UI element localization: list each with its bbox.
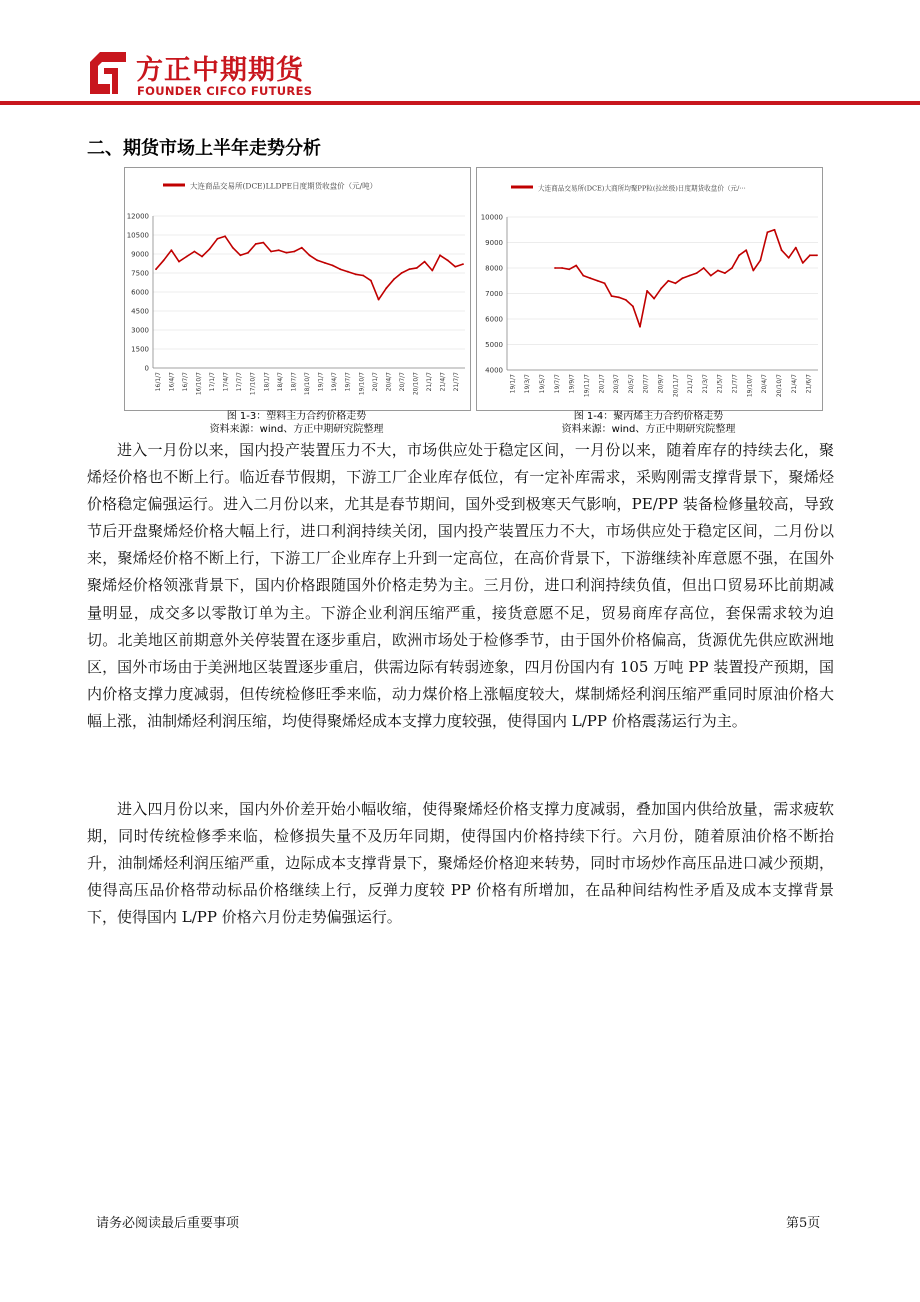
y-tick-label: 7000 bbox=[485, 290, 503, 298]
data-point bbox=[263, 242, 265, 244]
data-point bbox=[217, 238, 219, 240]
legend-label: 大连商品交易所(DCE)LLDPE日度期货收盘价（元/吨） bbox=[190, 181, 378, 191]
x-tick-label: 21/4/7 bbox=[439, 372, 447, 392]
data-point bbox=[347, 271, 349, 273]
data-point bbox=[286, 252, 288, 254]
x-tick-label: 19/10/7 bbox=[746, 374, 754, 398]
data-point bbox=[393, 278, 395, 280]
founder-logo-icon bbox=[88, 52, 128, 94]
x-tick-label: 21/5/7 bbox=[716, 374, 724, 394]
data-point bbox=[646, 290, 648, 292]
y-tick-label: 5000 bbox=[485, 341, 503, 349]
data-point bbox=[745, 249, 747, 251]
x-tick-label: 20/10/7 bbox=[775, 374, 783, 398]
section-title: 二、期货市场上半年走势分析 bbox=[87, 138, 321, 159]
data-point bbox=[416, 267, 418, 269]
x-tick-label: 20/4/7 bbox=[385, 372, 393, 392]
data-point bbox=[582, 275, 584, 277]
data-point bbox=[171, 249, 173, 251]
data-point bbox=[632, 305, 634, 307]
data-point bbox=[454, 266, 456, 268]
x-tick-label: 20/9/7 bbox=[657, 374, 665, 394]
data-point bbox=[401, 272, 403, 274]
data-point bbox=[660, 288, 662, 290]
chart-lldpe-caption bbox=[124, 410, 469, 436]
data-point bbox=[717, 270, 719, 272]
data-point bbox=[316, 259, 318, 261]
data-point bbox=[738, 254, 740, 256]
data-point bbox=[194, 251, 196, 253]
data-point bbox=[370, 280, 372, 282]
data-point bbox=[667, 280, 669, 282]
x-tick-label: 17/10/7 bbox=[249, 372, 257, 396]
data-point bbox=[731, 267, 733, 269]
chart-pp-svg bbox=[477, 168, 822, 410]
data-point bbox=[802, 262, 804, 264]
x-tick-label: 18/7/7 bbox=[290, 372, 298, 392]
data-point bbox=[597, 280, 599, 282]
data-point bbox=[561, 267, 563, 269]
x-tick-label: 20/7/7 bbox=[642, 374, 650, 394]
x-tick-label: 20/11/7 bbox=[672, 374, 680, 398]
data-point bbox=[767, 231, 769, 233]
x-tick-label: 19/3/7 bbox=[524, 374, 532, 394]
chart-lldpe-svg bbox=[125, 168, 470, 410]
data-point bbox=[816, 254, 818, 256]
x-tick-label: 19/4/7 bbox=[331, 372, 339, 392]
x-tick-label: 16/7/7 bbox=[181, 372, 189, 392]
y-tick-label: 3000 bbox=[131, 326, 149, 335]
x-tick-label: 19/9/7 bbox=[568, 374, 576, 394]
data-point bbox=[618, 296, 620, 298]
data-point bbox=[232, 247, 234, 249]
data-point bbox=[682, 277, 684, 279]
data-point bbox=[625, 299, 627, 301]
y-tick-label: 8000 bbox=[485, 264, 503, 273]
x-tick-label: 17/4/7 bbox=[222, 372, 230, 392]
data-point bbox=[209, 248, 211, 250]
data-point bbox=[247, 252, 249, 254]
x-tick-label: 20/4/7 bbox=[761, 374, 769, 394]
x-tick-label: 21/1/7 bbox=[687, 374, 695, 394]
data-point bbox=[703, 267, 705, 269]
data-point bbox=[752, 270, 754, 272]
x-tick-label: 19/1/7 bbox=[509, 374, 517, 394]
y-tick-label: 6000 bbox=[485, 315, 503, 324]
data-point bbox=[760, 259, 762, 261]
body-paragraph: 进入一月份以来，国内投产装置压力不大，市场供应处于稳定区间，一月份以来，随着库存的持续去化，聚烯烃价格也不断上行。临近春节假期，下游工厂企业库存低位，有一定补库需求，采购刚需支撑背景下，聚烯烃价格稳定偏强运行。进入二月份以来，尤其是春节期间，国外受到极寒天气影响，PE/PP 装备检修量较高，导致节后开盘聚烯烃价格大幅上行，进口利润持续关闭，国内投产装置压力不大，市场供应处于稳定区间，二月份以来，聚烯烃价格不断上行，下游工厂企业库存上升到一定高位，在高价背景下，下游继续补库意愿不强，在国外聚烯烃价格领涨背景下，国内价格跟随国外价格走势为主。三月份，进口利润持续负值，但出口贸易环比前期减量明显，成交多以零散订单为主。下游企业利润压缩严重，接货意愿不足，贸易商库存高位，套保需求较为迫切。北美地区前期意外关停装置在逐步重启，欧洲市场处于检修季节，由于国外价格偏高，货源优先供应欧洲地区，国外市场由于美洲地区装置逐步重启，供需边际有转弱迹象，四月份国内有 105 万吨 PP 装置投产预期，国内价格支撑力度减弱，但传统检修旺季来临，动力煤价格上涨幅度较大，煤制烯烃利润压缩严重同时原油价格大幅上涨，油制烯烃利润压缩，均使得聚烯烃成本支撑力度较强，使得国内 L/PP 价格震荡运行为主。 bbox=[87, 441, 834, 730]
data-point bbox=[611, 295, 613, 297]
data-point bbox=[293, 251, 295, 253]
data-point bbox=[774, 229, 776, 231]
data-point bbox=[724, 272, 726, 274]
body-paragraph: 进入四月份以来，国内外价差开始小幅收缩，使得聚烯烃价格支撑力度减弱，叠加国内供给放量，需求疲软期，同时传统检修季来临，检修损失量不及历年同期，使得国内价格持续下行。六月份，随着原油价格不断抬升，油制烯烃利润压缩严重，边际成本支撑背景下，聚烯烃价格迎来转势，同时市场炒作高压品进口减少预期，使得高压品价格带动标品价格继续上行，反弹力度较 PP 价格有所增加，在品种间结构性矛盾及成本支撑背景下，使得国内 L/PP 价格六月份走势偏强运行。 bbox=[87, 800, 834, 927]
x-tick-label: 18/1/7 bbox=[263, 372, 271, 392]
x-tick-label: 17/7/7 bbox=[236, 372, 244, 392]
data-point bbox=[224, 235, 226, 237]
data-point bbox=[809, 254, 811, 256]
x-tick-label: 18/4/7 bbox=[276, 372, 284, 392]
data-point bbox=[653, 298, 655, 300]
legend-label: 大连商品交易所(DCE)大商所均聚PP粒(拉丝级)日度期货收盘价（元/··· bbox=[538, 184, 746, 193]
data-point bbox=[270, 251, 272, 253]
data-point bbox=[178, 261, 180, 263]
x-tick-label: 21/7/7 bbox=[731, 374, 739, 394]
series-line bbox=[555, 230, 817, 327]
data-point bbox=[163, 259, 165, 261]
data-point bbox=[568, 268, 570, 270]
y-tick-label: 1500 bbox=[131, 345, 149, 354]
data-point bbox=[324, 262, 326, 264]
data-point bbox=[278, 249, 280, 251]
y-tick-label: 9000 bbox=[485, 239, 503, 247]
x-tick-label: 20/1/7 bbox=[371, 372, 379, 392]
x-tick-label: 18/10/7 bbox=[304, 372, 311, 396]
x-tick-label: 21/1/7 bbox=[426, 372, 434, 392]
data-point bbox=[255, 243, 257, 245]
data-point bbox=[378, 299, 380, 301]
chart-pp bbox=[476, 167, 823, 411]
y-tick-label: 7500 bbox=[131, 269, 149, 278]
data-point bbox=[447, 259, 449, 261]
y-tick-label: 6000 bbox=[131, 288, 149, 297]
y-tick-label: 0 bbox=[144, 364, 149, 373]
y-tick-label: 10000 bbox=[480, 213, 503, 222]
data-point bbox=[462, 263, 464, 265]
caption-source: 资料来源：wind、方正中期研究院整理 bbox=[561, 424, 736, 435]
data-point bbox=[201, 256, 203, 258]
caption-title: 图 1-4：聚丙烯主力合约价格走势 bbox=[573, 411, 724, 422]
data-point bbox=[408, 268, 410, 270]
data-point bbox=[301, 247, 303, 249]
x-tick-label: 21/4/7 bbox=[790, 374, 798, 394]
page-number: 第5页 bbox=[786, 1216, 821, 1231]
x-tick-label: 20/7/7 bbox=[398, 372, 406, 392]
data-point bbox=[155, 268, 157, 270]
x-tick-label: 20/10/7 bbox=[412, 372, 420, 396]
x-tick-label: 21/7/7 bbox=[453, 372, 461, 392]
data-point bbox=[332, 265, 334, 267]
y-tick-label: 4500 bbox=[131, 307, 149, 316]
x-tick-label: 16/4/7 bbox=[168, 372, 176, 392]
data-point bbox=[554, 267, 556, 269]
caption-title: 图 1-3：塑料主力合约价格走势 bbox=[226, 411, 367, 422]
data-point bbox=[309, 254, 311, 256]
chart-pp-caption bbox=[476, 410, 821, 436]
data-point bbox=[339, 268, 341, 270]
footer-disclaimer: 请务必阅读最后重要事项 bbox=[96, 1216, 240, 1231]
data-point bbox=[604, 282, 606, 284]
x-tick-label: 19/11/7 bbox=[583, 374, 591, 398]
y-tick-label: 10500 bbox=[126, 231, 149, 240]
data-point bbox=[240, 254, 242, 256]
x-tick-label: 19/7/7 bbox=[553, 374, 561, 394]
x-tick-label: 19/1/7 bbox=[317, 372, 325, 392]
y-tick-label: 9000 bbox=[131, 250, 149, 259]
data-point bbox=[431, 270, 433, 272]
brand-name-en: FOUNDER CIFCO FUTURES bbox=[137, 84, 313, 98]
data-point bbox=[781, 249, 783, 251]
x-tick-label: 19/10/7 bbox=[358, 372, 366, 396]
x-tick-label: 19/7/7 bbox=[344, 372, 352, 392]
data-point bbox=[439, 254, 441, 256]
data-point bbox=[788, 257, 790, 259]
y-tick-label: 12000 bbox=[126, 212, 149, 221]
x-tick-label: 19/5/7 bbox=[539, 374, 547, 394]
data-point bbox=[590, 277, 592, 279]
data-point bbox=[424, 261, 426, 263]
x-tick-label: 21/3/7 bbox=[701, 374, 709, 394]
x-tick-label: 21/6/7 bbox=[805, 374, 813, 394]
x-tick-label: 20/3/7 bbox=[613, 374, 621, 394]
data-point bbox=[710, 275, 712, 277]
header-divider bbox=[0, 101, 920, 105]
data-point bbox=[689, 275, 691, 277]
data-point bbox=[186, 256, 188, 258]
data-point bbox=[575, 265, 577, 267]
x-tick-label: 17/1/7 bbox=[209, 372, 217, 392]
data-point bbox=[696, 272, 698, 274]
y-tick-label: 4000 bbox=[485, 366, 503, 375]
data-point bbox=[795, 247, 797, 249]
caption-source: 资料来源：wind、方正中期研究院整理 bbox=[209, 424, 384, 435]
brand-name-cn: 方正中期期货 bbox=[136, 55, 304, 86]
x-tick-label: 16/10/7 bbox=[195, 372, 203, 396]
chart-lldpe bbox=[124, 167, 471, 411]
page-header bbox=[0, 0, 920, 110]
data-point bbox=[362, 275, 364, 277]
data-point bbox=[639, 326, 641, 328]
data-point bbox=[355, 273, 357, 275]
data-point bbox=[385, 287, 387, 289]
x-tick-label: 20/1/7 bbox=[598, 374, 606, 394]
data-point bbox=[675, 282, 677, 284]
x-tick-label: 20/5/7 bbox=[627, 374, 635, 394]
x-tick-label: 16/1/7 bbox=[154, 372, 162, 392]
